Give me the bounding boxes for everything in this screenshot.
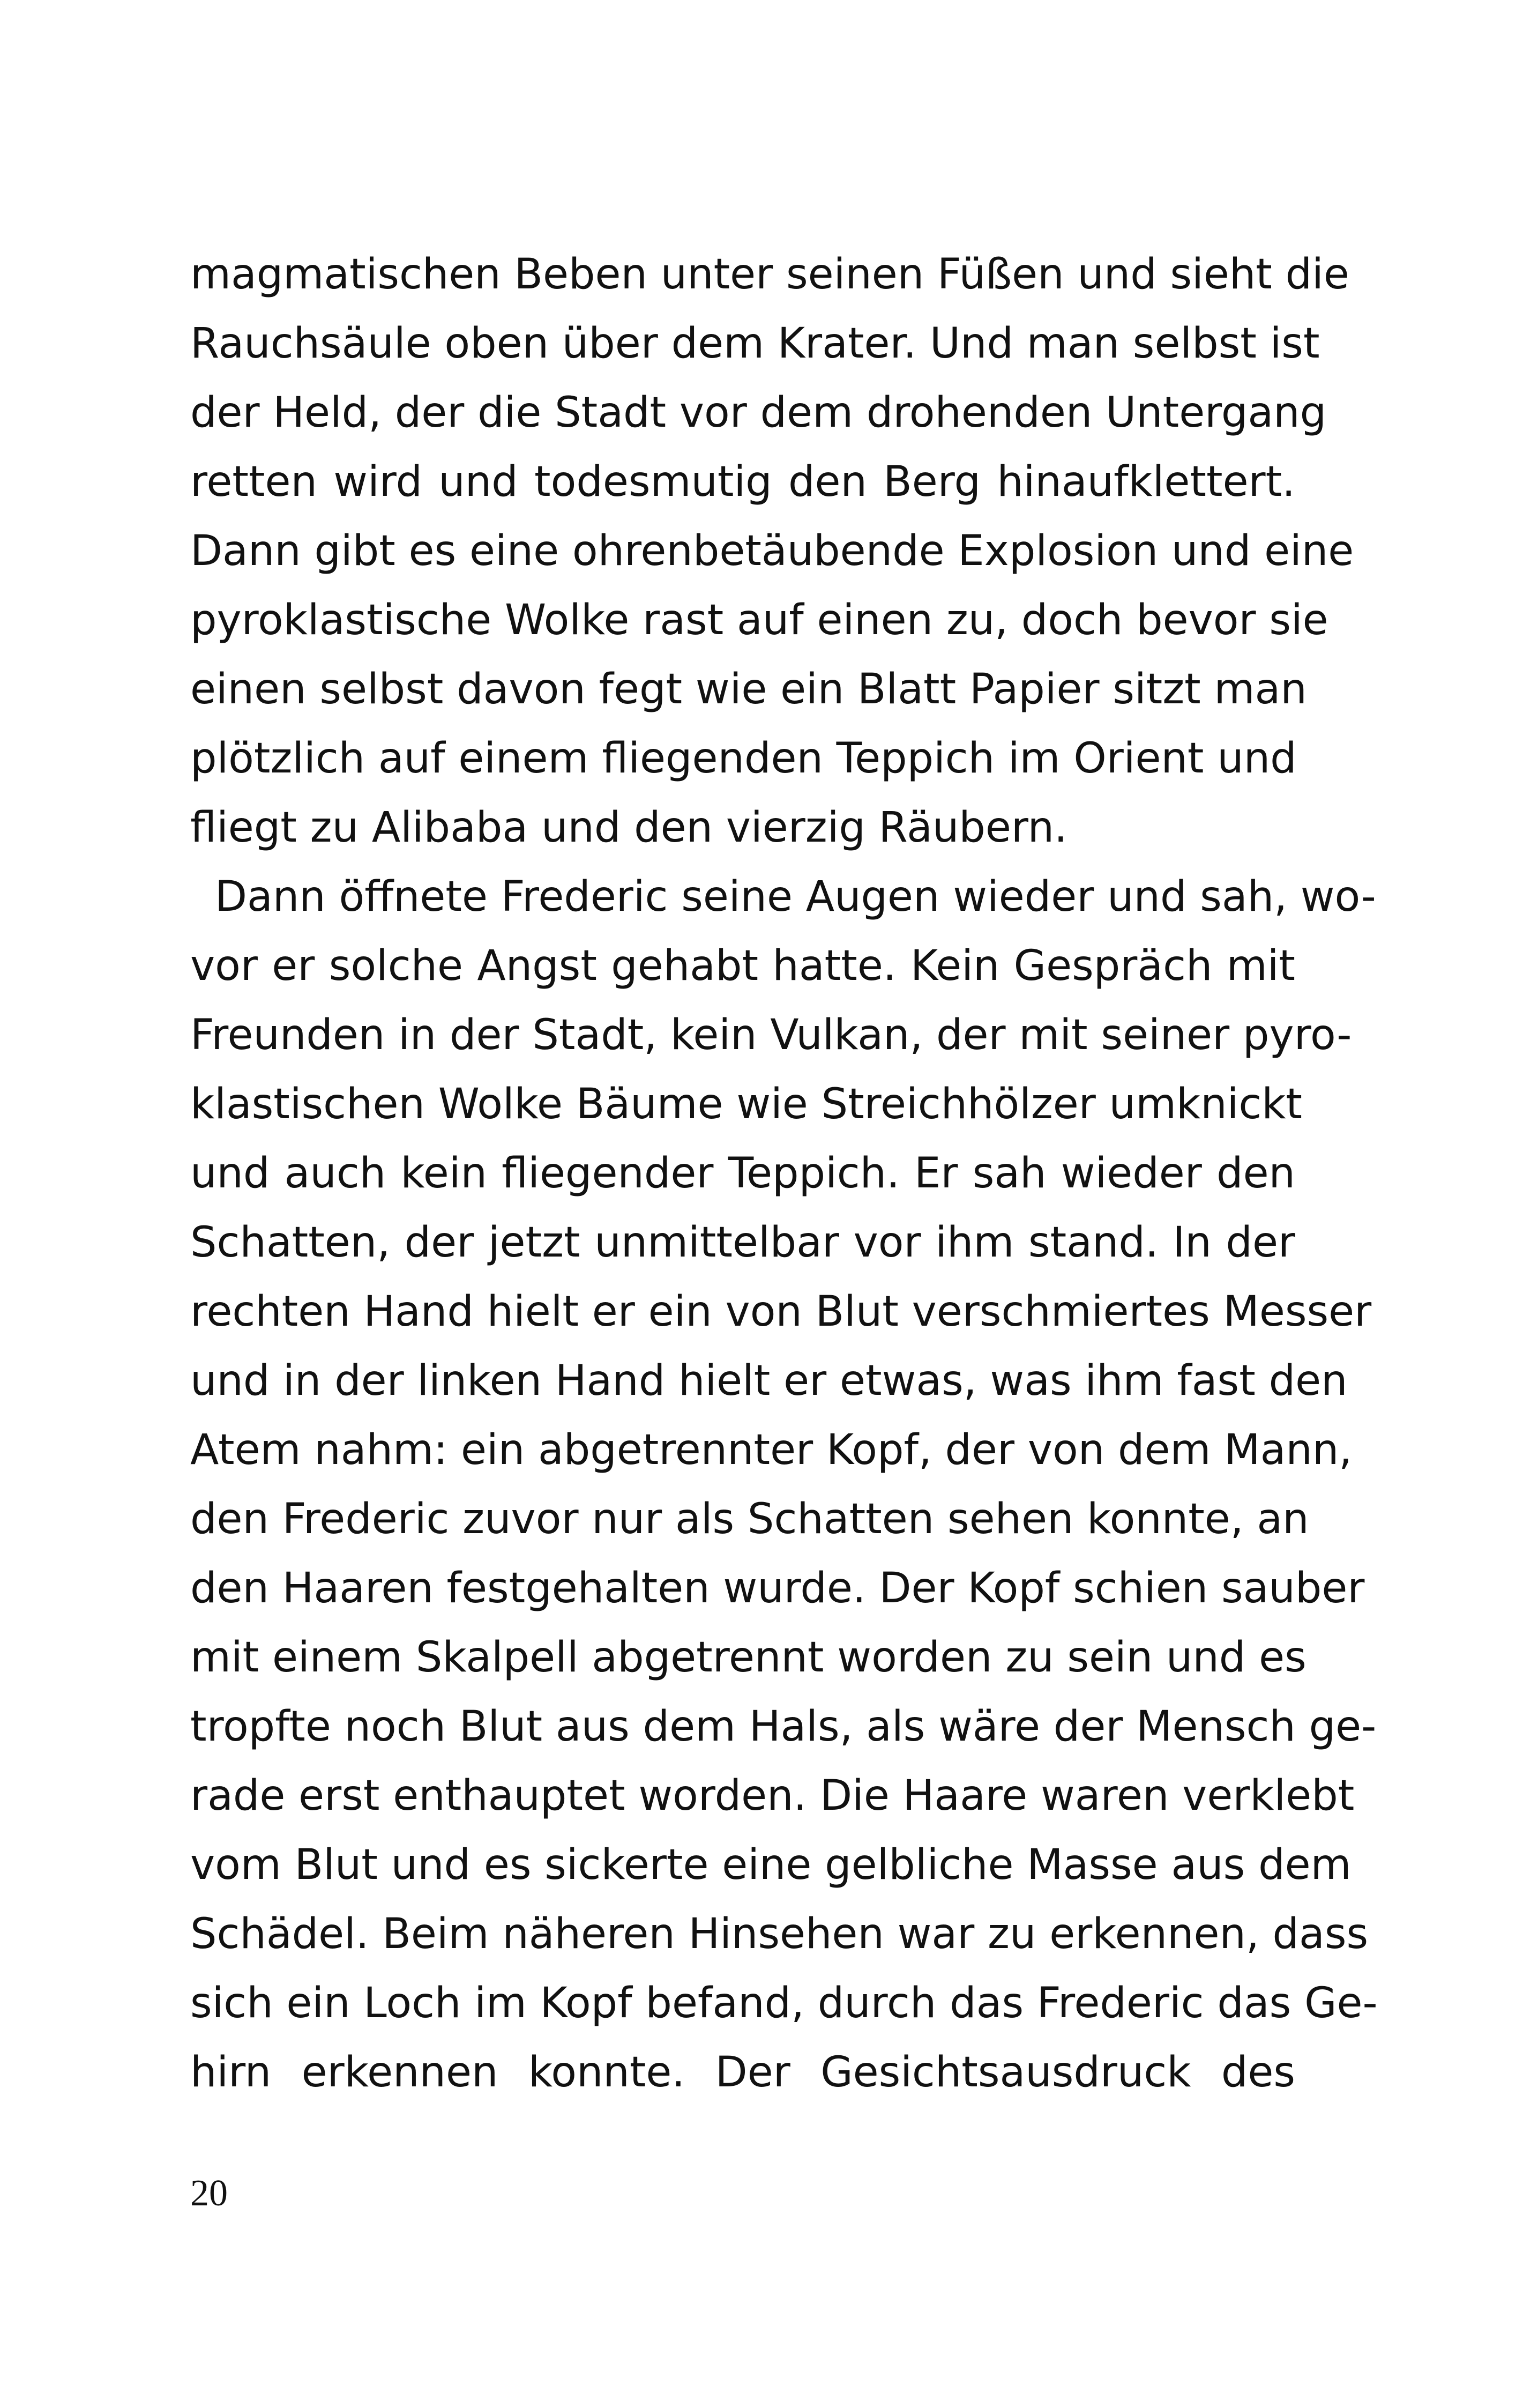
text-line: Dann gibt es eine ohrenbetäubende Explosion und eine: [190, 527, 1354, 575]
paragraph-2: [190, 863, 1378, 2107]
text-line: plötzlich auf einem fliegenden Teppich im Orient und: [190, 734, 1297, 783]
text-line: magmatischen Beben unter seinen Füßen und sieht die: [190, 250, 1349, 299]
text-line: und in der linken Hand hielt er etwas, was ihm fast den: [190, 1357, 1348, 1405]
text-line: rechten Hand hielt er ein von Blut verschmiertes Messer: [190, 1288, 1372, 1336]
body-text: [190, 240, 1378, 2107]
text-line: fliegt zu Alibaba und den vierzig Räubern.: [190, 804, 1067, 852]
text-line: mit einem Skalpell abgetrennt worden zu sein und es: [190, 1633, 1307, 1682]
text-line: den Haaren festgehalten wurde. Der Kopf schien sauber: [190, 1564, 1365, 1612]
text-line: Rauchsäule oben über dem Krater. Und man selbst ist: [190, 319, 1320, 368]
text-line: klastischen Wolke Bäume wie Streichhölzer umknickt: [190, 1080, 1302, 1128]
text-line: und auch kein fliegender Teppich. Er sah wieder den: [190, 1149, 1295, 1198]
text-line: den Frederic zuvor nur als Schatten sehen konnte, an: [190, 1495, 1309, 1543]
text-line: Schatten, der jetzt unmittelbar vor ihm stand. In der: [190, 1218, 1295, 1267]
text-line: pyroklastische Wolke rast auf einen zu, doch bevor sie: [190, 596, 1328, 644]
paragraph-1: [190, 240, 1354, 863]
text-line: tropfte noch Blut aus dem Hals, als wäre der Mensch ge-: [190, 1703, 1377, 1751]
text-line: Atem nahm: ein abgetrennter Kopf, der von dem Mann,: [190, 1426, 1353, 1474]
text-line: Dann öffnete Frederic seine Augen wieder und sah, wo-: [215, 873, 1376, 921]
text-line: Freunden in der Stadt, kein Vulkan, der mit seiner pyro-: [190, 1011, 1352, 1059]
text-line: einen selbst davon fegt wie ein Blatt Papier sitzt man: [190, 665, 1307, 714]
page-number: 20: [190, 2173, 228, 2214]
text-line: Schädel. Beim näheren Hinsehen war zu erkennen, dass: [190, 1910, 1369, 1958]
text-line: sich ein Loch im Kopf befand, durch das Frederic das Ge-: [190, 1979, 1378, 2027]
text-line: vom Blut und es sickerte eine gelbliche Masse aus dem: [190, 1841, 1352, 1889]
text-line: vor er solche Angst gehabt hatte. Kein Gespräch mit: [190, 942, 1295, 990]
text-line: retten wird und todesmutig den Berg hinaufklettert.: [190, 458, 1295, 506]
text-line: rade erst enthauptet worden. Die Haare waren verklebt: [190, 1772, 1355, 1820]
text-line: der Held, der die Stadt vor dem drohenden Untergang: [190, 389, 1327, 437]
text-line: hirn erkennen konnte. Der Gesichtsausdruck des: [190, 2048, 1295, 2097]
